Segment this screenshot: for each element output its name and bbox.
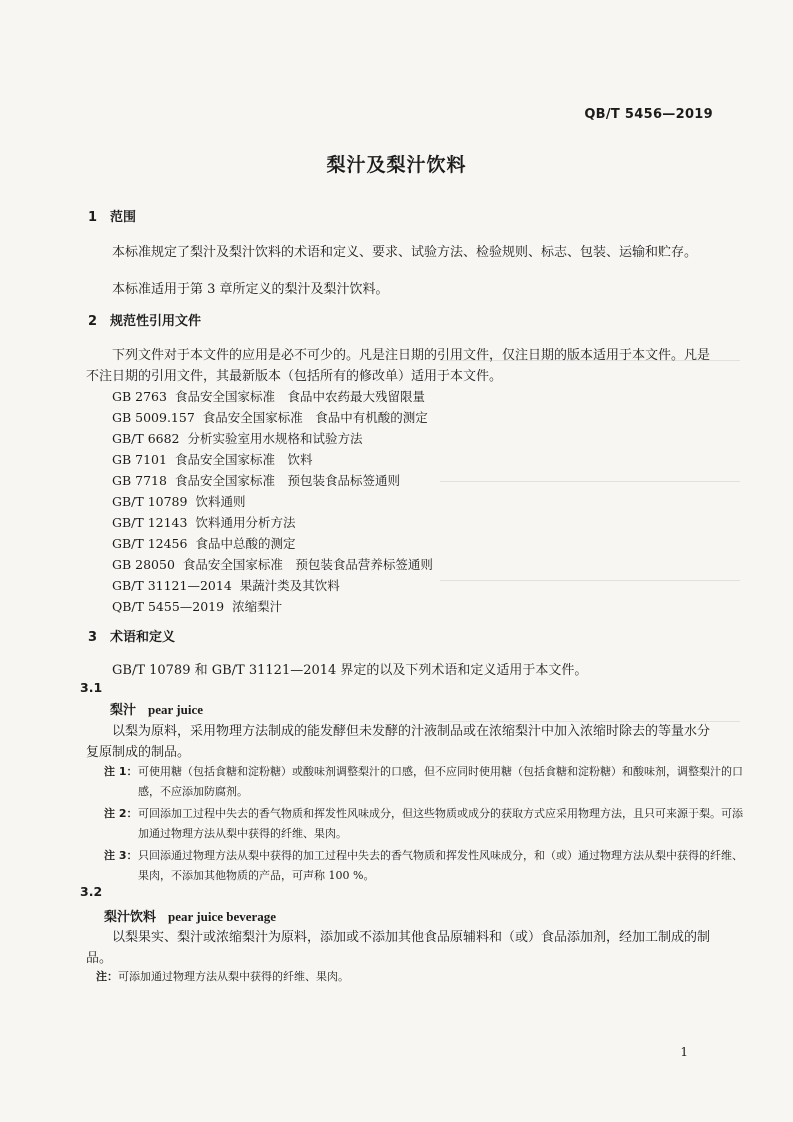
reference-item: GB 7101 食品安全国家标准 饮料 — [112, 452, 313, 467]
note-label: 注： — [96, 970, 118, 983]
section-heading-scope — [88, 206, 136, 225]
reference-item: GB 2763 食品安全国家标准 食品中农药最大残留限量 — [112, 389, 425, 404]
clause-number: 3.1 — [80, 680, 103, 695]
reference-item: GB 7718 食品安全国家标准 预包装食品标签通则 — [112, 473, 400, 488]
reference-item: GB/T 10789 饮料通则 — [112, 494, 246, 509]
section-number: 2 — [88, 314, 98, 329]
section-title: 范围 — [110, 210, 137, 225]
section-number: 3 — [88, 630, 98, 645]
term-english: pear juice beverage — [168, 909, 277, 924]
reference-item: GB/T 12456 食品中总酸的测定 — [112, 536, 296, 551]
document-title: 梨汁及梨汁饮料 — [326, 154, 467, 176]
note-text: 可添加通过物理方法从梨中获得的纤维、果肉。 — [118, 970, 349, 983]
section-title: 术语和定义 — [110, 630, 176, 645]
section-heading-normative — [88, 310, 201, 329]
note-item — [104, 804, 744, 844]
note-label: 注 1： — [104, 765, 138, 778]
term-chinese: 梨汁 — [110, 703, 137, 718]
note-item — [96, 967, 724, 987]
term-chinese: 梨汁饮料 — [104, 910, 157, 925]
term-pear-juice — [110, 699, 203, 718]
note-label: 注 3： — [104, 849, 138, 862]
terms-intro: GB/T 10789 和 GB/T 31121—2014 界定的以及下列术语和定义适用于本文件。 — [112, 663, 588, 678]
section-heading-terms — [88, 626, 175, 645]
reference-item: QB/T 5455—2019 浓缩梨汁 — [112, 599, 283, 614]
term-pear-juice-beverage — [104, 906, 276, 925]
note-text: 可使用糖（包括食糖和淀粉糖）或酸味剂调整梨汁的口感，但不应同时使用糖（包括食糖和淀粉糖）和酸味剂，调整梨汁的口感，不应添加防腐剂。 — [138, 765, 743, 798]
term-definition: 以梨果实、梨汁或浓缩梨汁为原料，添加或不添加其他食品原辅料和（或）食品添加剂，经加工制成的制品。 — [86, 930, 711, 966]
scope-paragraph-1: 本标准规定了梨汁及梨汁饮料的术语和定义、要求、试验方法、检验规则、标志、包装、运输和贮存。 — [112, 245, 698, 260]
note-item — [104, 762, 744, 802]
standard-number: QB/T 5456—2019 — [584, 107, 713, 122]
section-title: 规范性引用文件 — [110, 314, 202, 329]
note-item — [104, 846, 744, 886]
reference-item: GB/T 12143 饮料通用分析方法 — [112, 515, 296, 530]
term-definition: 以梨为原料，采用物理方法制成的能发酵但未发酵的汁液制品或在浓缩梨汁中加入浓缩时除去的等量水分复原制成的制品。 — [86, 724, 711, 760]
note-text: 可回添加工过程中失去的香气物质和挥发性风味成分，但这些物质或成分的获取方式应采用物理方法，且只可来源于梨。可添加通过物理方法从梨中获得的纤维、果肉。 — [138, 807, 743, 840]
reference-item: GB/T 6682 分析实验室用水规格和试验方法 — [112, 431, 363, 446]
note-text: 只回添通过物理方法从梨中获得的加工过程中失去的香气物质和挥发性风味成分，和（或）通过物理方法从梨中获得的纤维、果肉，不添加其他物质的产品，可声称 100 %。 — [138, 849, 743, 882]
reference-item: GB/T 31121—2014 果蔬汁类及其饮料 — [112, 578, 340, 593]
section-number: 1 — [88, 210, 98, 225]
clause-number: 3.2 — [80, 884, 103, 899]
reference-item: GB 28050 食品安全国家标准 预包装食品营养标签通则 — [112, 557, 433, 572]
note-label: 注 2： — [104, 807, 138, 820]
show-through-table — [440, 580, 740, 722]
reference-item: GB 5009.157 食品安全国家标准 食品中有机酸的测定 — [112, 410, 428, 425]
scope-paragraph-2: 本标准适用于第 3 章所定义的梨汁及梨汁饮料。 — [112, 282, 389, 297]
normative-intro: 下列文件对于本文件的应用是必不可少的。凡是注日期的引用文件，仅注日期的版本适用于本文件。凡是不注日期的引用文件，其最新版本（包括所有的修改单）适用于本文件。 — [86, 348, 711, 384]
page-number: 1 — [680, 1045, 688, 1059]
term-english: pear juice — [148, 702, 204, 717]
